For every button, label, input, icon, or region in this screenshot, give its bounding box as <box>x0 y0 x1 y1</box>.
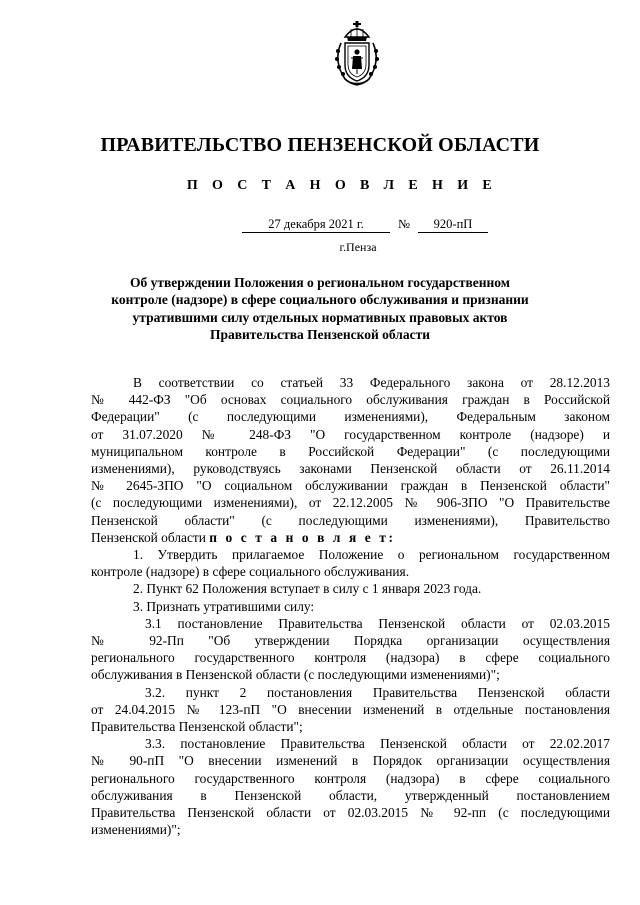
preamble-line: (с последующими изменениями), от 22.12.2005 № 906-ЗПО "О Правительстве <box>91 495 610 511</box>
item-line: обслуживания в Пензенской области (с последующими изменениями)"; <box>91 667 500 683</box>
title-line: утратившими силу отдельных нормативных правовых актов <box>132 309 508 325</box>
title-line: Правительства Пензенской области <box>209 326 431 342</box>
coat-of-arms-icon <box>331 19 383 87</box>
item-3: 3. Признать утратившими силу: <box>133 598 315 614</box>
item-line: обслуживания в Пензенской области, утвержденный постановлением <box>91 787 610 803</box>
preamble <box>91 374 610 546</box>
preamble-line: от 31.07.2020 № 248-ФЗ "О государственном контроле (надзоре) и <box>91 426 610 442</box>
title-line: контроле (надзоре) в сфере социального обслуживания и признании <box>111 292 529 308</box>
preamble-line: муниципальном контроле в Российской Федерации" (с последующими <box>91 443 610 459</box>
decides-word: п о с т а н о в л я е т: <box>209 529 396 545</box>
item-line: контроле (надзоре) в сфере социального обслуживания. <box>91 564 410 580</box>
document-number: 920-пП <box>418 217 488 233</box>
preamble-line: № 442-ФЗ "Об основах социального обслуживания граждан в Российской <box>91 392 610 408</box>
preamble-last-line <box>91 529 610 546</box>
item-1 <box>91 546 610 838</box>
item-line: № 90-пП "О внесении изменений в Порядок организации осуществления <box>91 753 610 769</box>
document-date: 27 декабря 2021 г. <box>242 217 390 233</box>
item-line: Правительства Пензенской области от 02.03.2015 № 92-пп (с последующими <box>91 805 610 821</box>
document-type: П О С Т А Н О В Л Е Н И Е <box>186 178 498 193</box>
item-line: регионального государственного контроля (надзора) в сфере социального <box>91 770 610 786</box>
document-title <box>100 274 540 343</box>
item-line: регионального государственного контроля (надзора) в сфере социального <box>91 650 610 666</box>
item-line: 3.1 постановление Правительства Пензенской области от 02.03.2015 <box>145 615 610 631</box>
preamble-last-prefix: Пензенской области <box>91 529 210 545</box>
item-line: Правительства Пензенской области"; <box>91 719 303 735</box>
preamble-line: Пензенской области" (с последующими изменениями), Правительство <box>91 512 610 528</box>
item-line: № 92-Пп "Об утверждении Порядка организации осуществления <box>91 633 610 649</box>
date-number-line <box>242 217 488 233</box>
title-line: Об утверждении Положения о региональном государственном <box>130 275 510 290</box>
preamble-line: изменениями), руководствуясь законами Пензенской области от 26.11.2014 <box>91 461 610 477</box>
item-line: изменениями)"; <box>91 822 181 838</box>
preamble-line: Федерации" (с последующими изменениями), Федеральным законом <box>91 409 610 425</box>
item-2: 2. Пункт 62 Положения вступает в силу с 1 января 2023 года. <box>133 581 482 597</box>
government-title: ПРАВИТЕЛЬСТВО ПЕНЗЕНСКОЙ ОБЛАСТИ <box>100 134 540 156</box>
item-line: 3.3. постановление Правительства Пензенской области от 22.02.2017 <box>145 736 610 752</box>
preamble-line: В соответствии со статьей 33 Федерального закона от 28.12.2013 <box>133 375 610 390</box>
number-sign: № <box>398 217 410 231</box>
item-line: 1. Утвердить прилагаемое Положение о региональном государственном <box>133 547 610 562</box>
city: г.Пенза <box>339 240 377 254</box>
item-line: от 24.04.2015 № 123-пП "О внесении изменений в отдельные постановления <box>91 701 610 717</box>
item-line: 3.2. пункт 2 постановления Правительства Пензенской области <box>145 684 610 700</box>
preamble-line: № 2645-ЗПО "О социальном обслуживании граждан в Пензенской области" <box>91 478 610 494</box>
